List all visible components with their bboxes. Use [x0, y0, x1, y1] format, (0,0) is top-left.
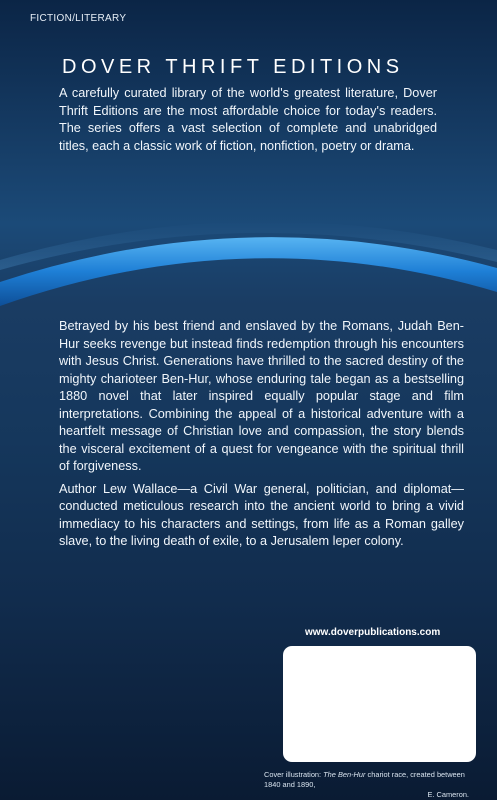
decorative-arc — [0, 210, 497, 330]
series-description: A carefully curated library of the world's greatest literature, Dover Thrift Editions are the most affordable choice for today's readers. The series offers a vast selection of complete and unabridged titles, each a classic work of fiction, nonfiction, poetry or drama. — [59, 86, 437, 153]
credit-rest: chariot race, created between 1840 and 1890, — [264, 770, 465, 789]
book-summary — [59, 318, 464, 556]
credit-prefix: Cover illustration: — [264, 770, 324, 779]
series-title: DOVER THRIFT EDITIONS — [62, 56, 404, 78]
barcode-placeholder-box — [283, 646, 476, 762]
summary-paragraph: Betrayed by his best friend and enslaved by the Romans, Judah Ben-Hur seeks revenge but instead finds redemption through his encounters with Jesus Christ. Generations have thrilled to the sacred destiny of the mighty charioteer Ben-Hur, whose enduring tale began as a bestselling 1880 novel that later inspired equally popular stage and film interpretations. Combining the appeal of a historical adventure with a heartfelt message of Christian love and compassion, the story blends the visceral excitement of a quest for vengeance with the spiritual thrill of forgiveness. — [59, 319, 464, 473]
publisher-website: www.doverpublications.com — [305, 627, 441, 638]
credit-line-2: E. Cameron. — [427, 790, 469, 799]
credit-work-title: The Ben-Hur — [323, 770, 366, 779]
cover-illustration-credit — [264, 770, 469, 800]
category-label: FICTION/LITERARY — [30, 13, 127, 24]
author-paragraph: Author Lew Wallace—a Civil War general, politician, and diplomat—conducted meticulous research into the ancient world to bring a vivid immediacy to his characters and settings, from life as a Roman galley slave, to the living death of exile, to a Jerusalem leper colony. — [59, 481, 464, 548]
